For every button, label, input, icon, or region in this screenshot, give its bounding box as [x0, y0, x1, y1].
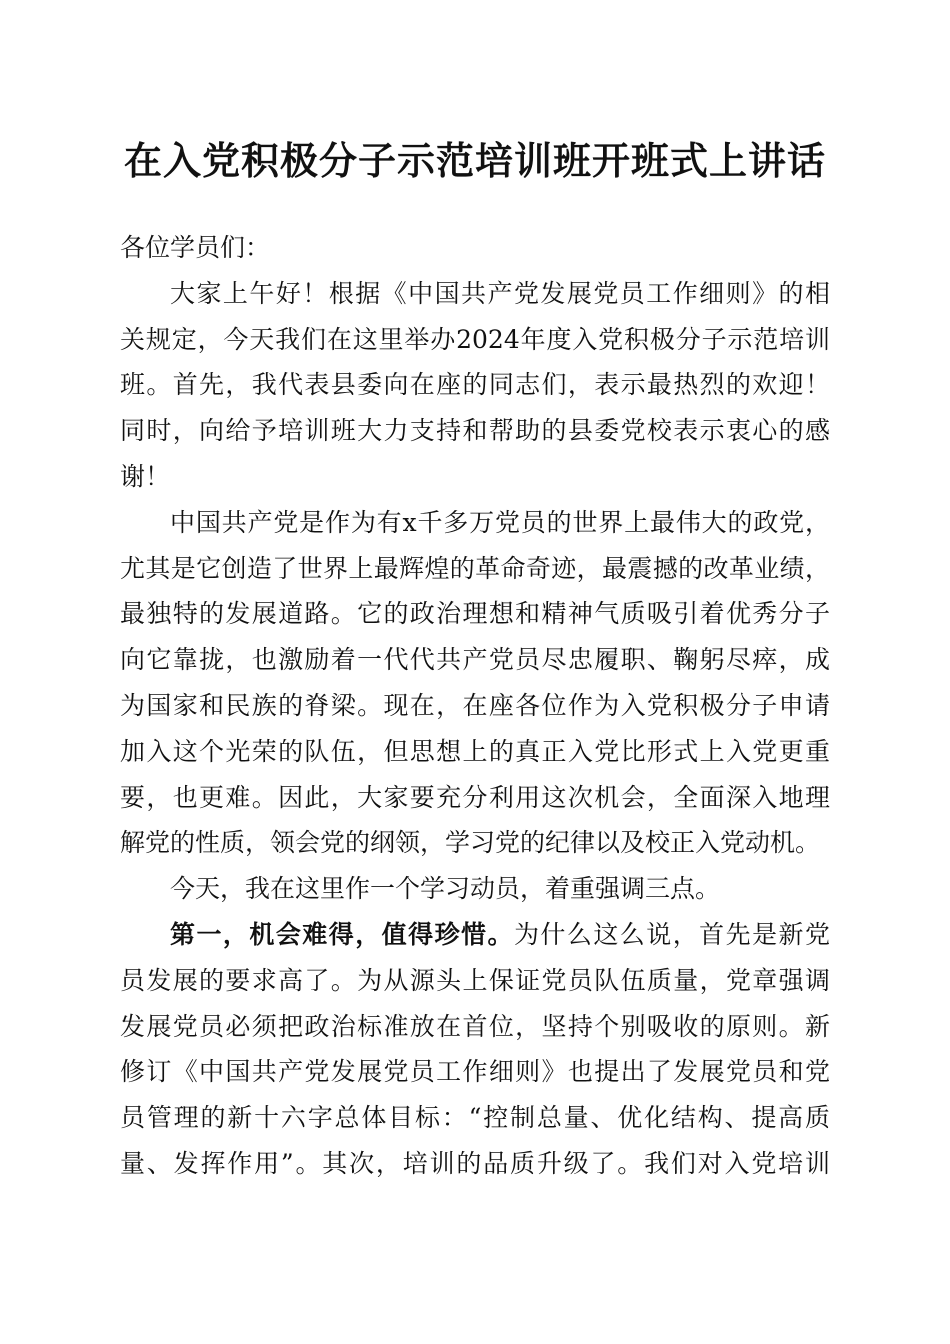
document-title: 在入党积极分子示范培训班开班式上讲话: [123, 138, 826, 183]
paragraph-3: [120, 866, 830, 912]
text-line: 要，也更难。因此，大家要充分利用这次机会，全面深入地理: [120, 782, 830, 812]
text-line: 今天，我在这里作一个学习动员，着重强调三点。: [170, 874, 721, 904]
text-run: 为什么这么说，首先是新党: [513, 919, 830, 949]
text-line: 量、发挥作用”。其次，培训的品质升级了。我们对入党培训: [120, 1148, 830, 1178]
paragraph-2: [120, 500, 830, 866]
text-line: 关规定，今天我们在这里举办2024年度入党积极分子示范培训: [120, 324, 830, 354]
text-line: 向它靠拢，也激励着一代代共产党员尽忠履职、鞠躬尽瘁，成: [120, 645, 830, 675]
text-line: 班。首先，我代表县委向在座的同志们，表示最热烈的欢迎！: [120, 370, 830, 400]
text-line: 大家上午好！根据《中国共产党发展党员工作细则》的相: [170, 278, 830, 308]
text-line: 发展党员必须把政治标准放在首位，坚持个别吸收的原则。新: [120, 1011, 830, 1041]
text-line: [120, 912, 830, 958]
text-line: 修订《中国共产党发展党员工作细则》也提出了发展党员和党: [120, 1057, 830, 1087]
text-line: 员发展的要求高了。为从源头上保证党员队伍质量，党章强调: [120, 965, 830, 995]
paragraph-4: [120, 912, 830, 1187]
text-line: 中国共产党是作为有x千多万党员的世界上最伟大的政党，: [170, 507, 830, 537]
text-line: 为国家和民族的脊梁。现在，在座各位作为入党积极分子申请: [120, 690, 830, 720]
section-heading: 第一，机会难得，值得珍惜。: [170, 919, 514, 949]
text-line: 最独特的发展道路。它的政治理想和精神气质吸引着优秀分子: [120, 599, 830, 629]
text-line: 谢！: [120, 461, 171, 491]
document-body: [120, 225, 830, 1187]
text-line: 同时，向给予培训班大力支持和帮助的县委党校表示衷心的感: [120, 416, 830, 446]
text-line: 加入这个光荣的队伍，但思想上的真正入党比形式上入党更重: [120, 736, 830, 766]
text-line: 解党的性质，领会党的纲领，学习党的纪律以及校正入党动机。: [120, 828, 821, 858]
salutation: 各位学员们：: [120, 233, 271, 262]
text-line: 员管理的新十六字总体目标：“控制总量、优化结构、提高质: [120, 1103, 830, 1133]
paragraph-1: [120, 271, 830, 500]
text-line: 尤其是它创造了世界上最辉煌的革命奇迹，最震撼的改革业绩，: [120, 553, 830, 583]
